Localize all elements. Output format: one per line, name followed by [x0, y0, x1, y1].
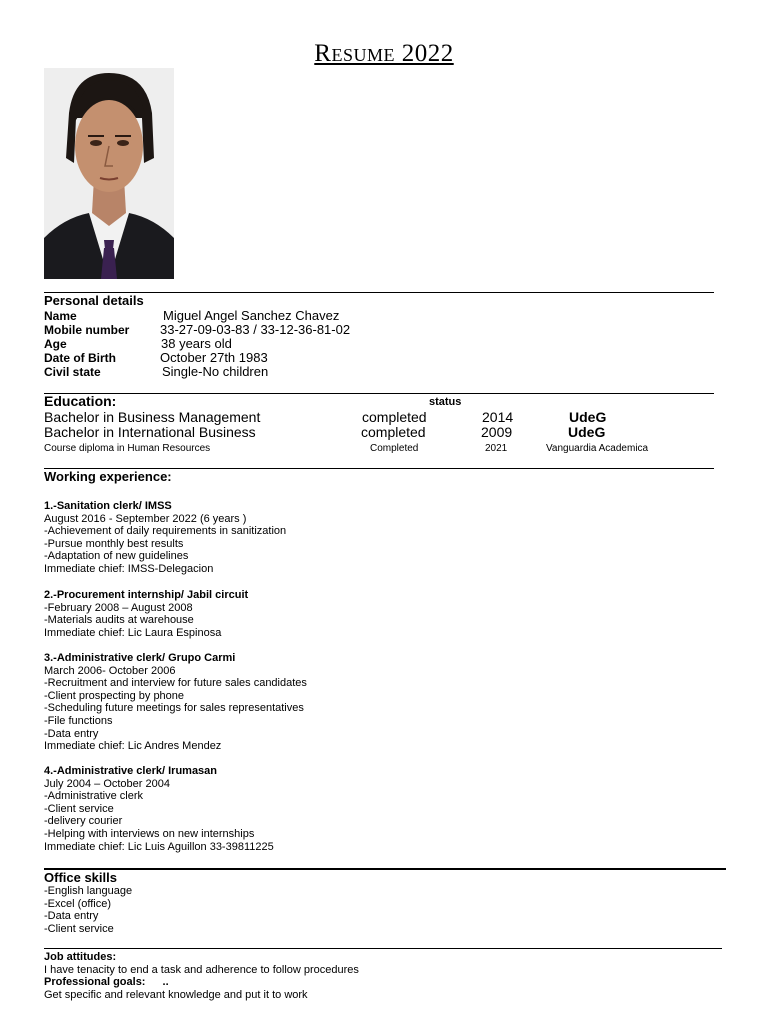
skill-item: -Data entry [44, 910, 99, 923]
age-value: 38 years old [161, 336, 232, 351]
education-status: completed [362, 409, 427, 425]
goals-marker: .. [162, 976, 169, 989]
civil-state-value: Single-No children [162, 364, 269, 379]
mobile-label: Mobile number [44, 323, 130, 337]
education-year: 2014 [482, 409, 514, 425]
job-line: -Administrative clerk [44, 790, 144, 803]
job-entry [44, 765, 274, 853]
job-line: -delivery courier [44, 815, 123, 828]
job-entry [44, 500, 286, 576]
job-line: -File functions [44, 714, 113, 727]
education-degree: Bachelor in International Business [44, 424, 256, 440]
dob-value: October 27th 1983 [160, 350, 268, 365]
office-skills-heading: Office skills [44, 870, 117, 885]
education-year: 2009 [481, 424, 513, 440]
job-title: 2.-Procurement internship/ Jabil circuit [44, 589, 249, 601]
education-school: UdeG [568, 424, 606, 440]
skill-item: -Excel (office) [44, 897, 112, 910]
job-line: -Client prospecting by phone [44, 689, 185, 702]
education-degree: Bachelor in Business Management [44, 409, 261, 425]
education-degree: Course diploma in Human Resources [44, 443, 211, 454]
job-line: Immediate chief: Lic Laura Espinosa [44, 626, 222, 639]
skill-item: -Client service [44, 922, 114, 935]
name-value: Miguel Angel Sanchez Chavez [163, 308, 340, 323]
attitudes-goals [44, 951, 359, 1001]
dob-label: Date of Birth [44, 351, 116, 365]
job-line: -Adaptation of new guidelines [44, 550, 189, 563]
professional-goals-heading: Professional goals: [44, 976, 146, 989]
job-attitudes-heading: Job attitudes: [44, 951, 117, 963]
divider [44, 868, 726, 870]
job-line: Immediate chief: IMSS-Delegacion [44, 562, 214, 575]
job-title: 1.-Sanitation clerk/ IMSS [44, 500, 172, 512]
profile-photo [44, 68, 174, 279]
job-line: -Scheduling future meetings for sales representatives [44, 702, 304, 715]
resume-title: Resume 2022 [314, 40, 454, 67]
job-line: -Recruitment and interview for future sales candidates [44, 677, 307, 690]
professional-goals-text: Get specific and relevant knowledge and put it to work [44, 988, 308, 1001]
job-line: -Helping with interviews on new internships [44, 827, 255, 840]
experience-heading: Working experience: [44, 469, 172, 484]
education-school: Vanguardia Academica [546, 443, 649, 454]
divider [44, 393, 714, 394]
education-school: UdeG [569, 409, 607, 425]
job-line: March 2006- October 2006 [44, 664, 176, 677]
education-status-header: status [429, 396, 462, 408]
name-label: Name [44, 309, 77, 323]
job-line: -Materials audits at warehouse [44, 614, 194, 627]
job-entry [44, 589, 248, 639]
education-status: completed [361, 424, 426, 440]
divider [44, 292, 714, 293]
job-line: -February 2008 – August 2008 [44, 601, 193, 614]
job-line: August 2016 - September 2022 (6 years ) [44, 512, 247, 525]
skills-list [44, 885, 132, 935]
civil-state-label: Civil state [44, 365, 101, 379]
job-line: -Client service [44, 802, 114, 815]
education-status: Completed [370, 443, 419, 454]
mobile-value: 33-27-09-03-83 / 33-12-36-81-02 [160, 322, 351, 337]
job-line: -Data entry [44, 727, 99, 740]
job-title: 4.-Administrative clerk/ Irumasan [44, 765, 218, 777]
age-label: Age [44, 337, 67, 351]
education-heading: Education: [44, 393, 117, 409]
education-year: 2021 [485, 443, 508, 454]
job-line: -Pursue monthly best results [44, 537, 184, 550]
skill-item: -English language [44, 885, 133, 897]
job-line: Immediate chief: Lic Luis Aguillon 33-39811225 [44, 840, 274, 853]
job-line: July 2004 – October 2004 [44, 777, 170, 790]
job-title: 3.-Administrative clerk/ Grupo Carmi [44, 652, 236, 664]
job-line: Immediate chief: Lic Andres Mendez [44, 740, 222, 753]
job-attitudes-text: I have tenacity to end a task and adherence to follow procedures [44, 963, 359, 976]
divider [44, 948, 722, 949]
job-entry [44, 652, 307, 753]
personal-details-heading: Personal details [44, 293, 144, 308]
job-line: -Achievement of daily requirements in sanitization [44, 525, 287, 538]
